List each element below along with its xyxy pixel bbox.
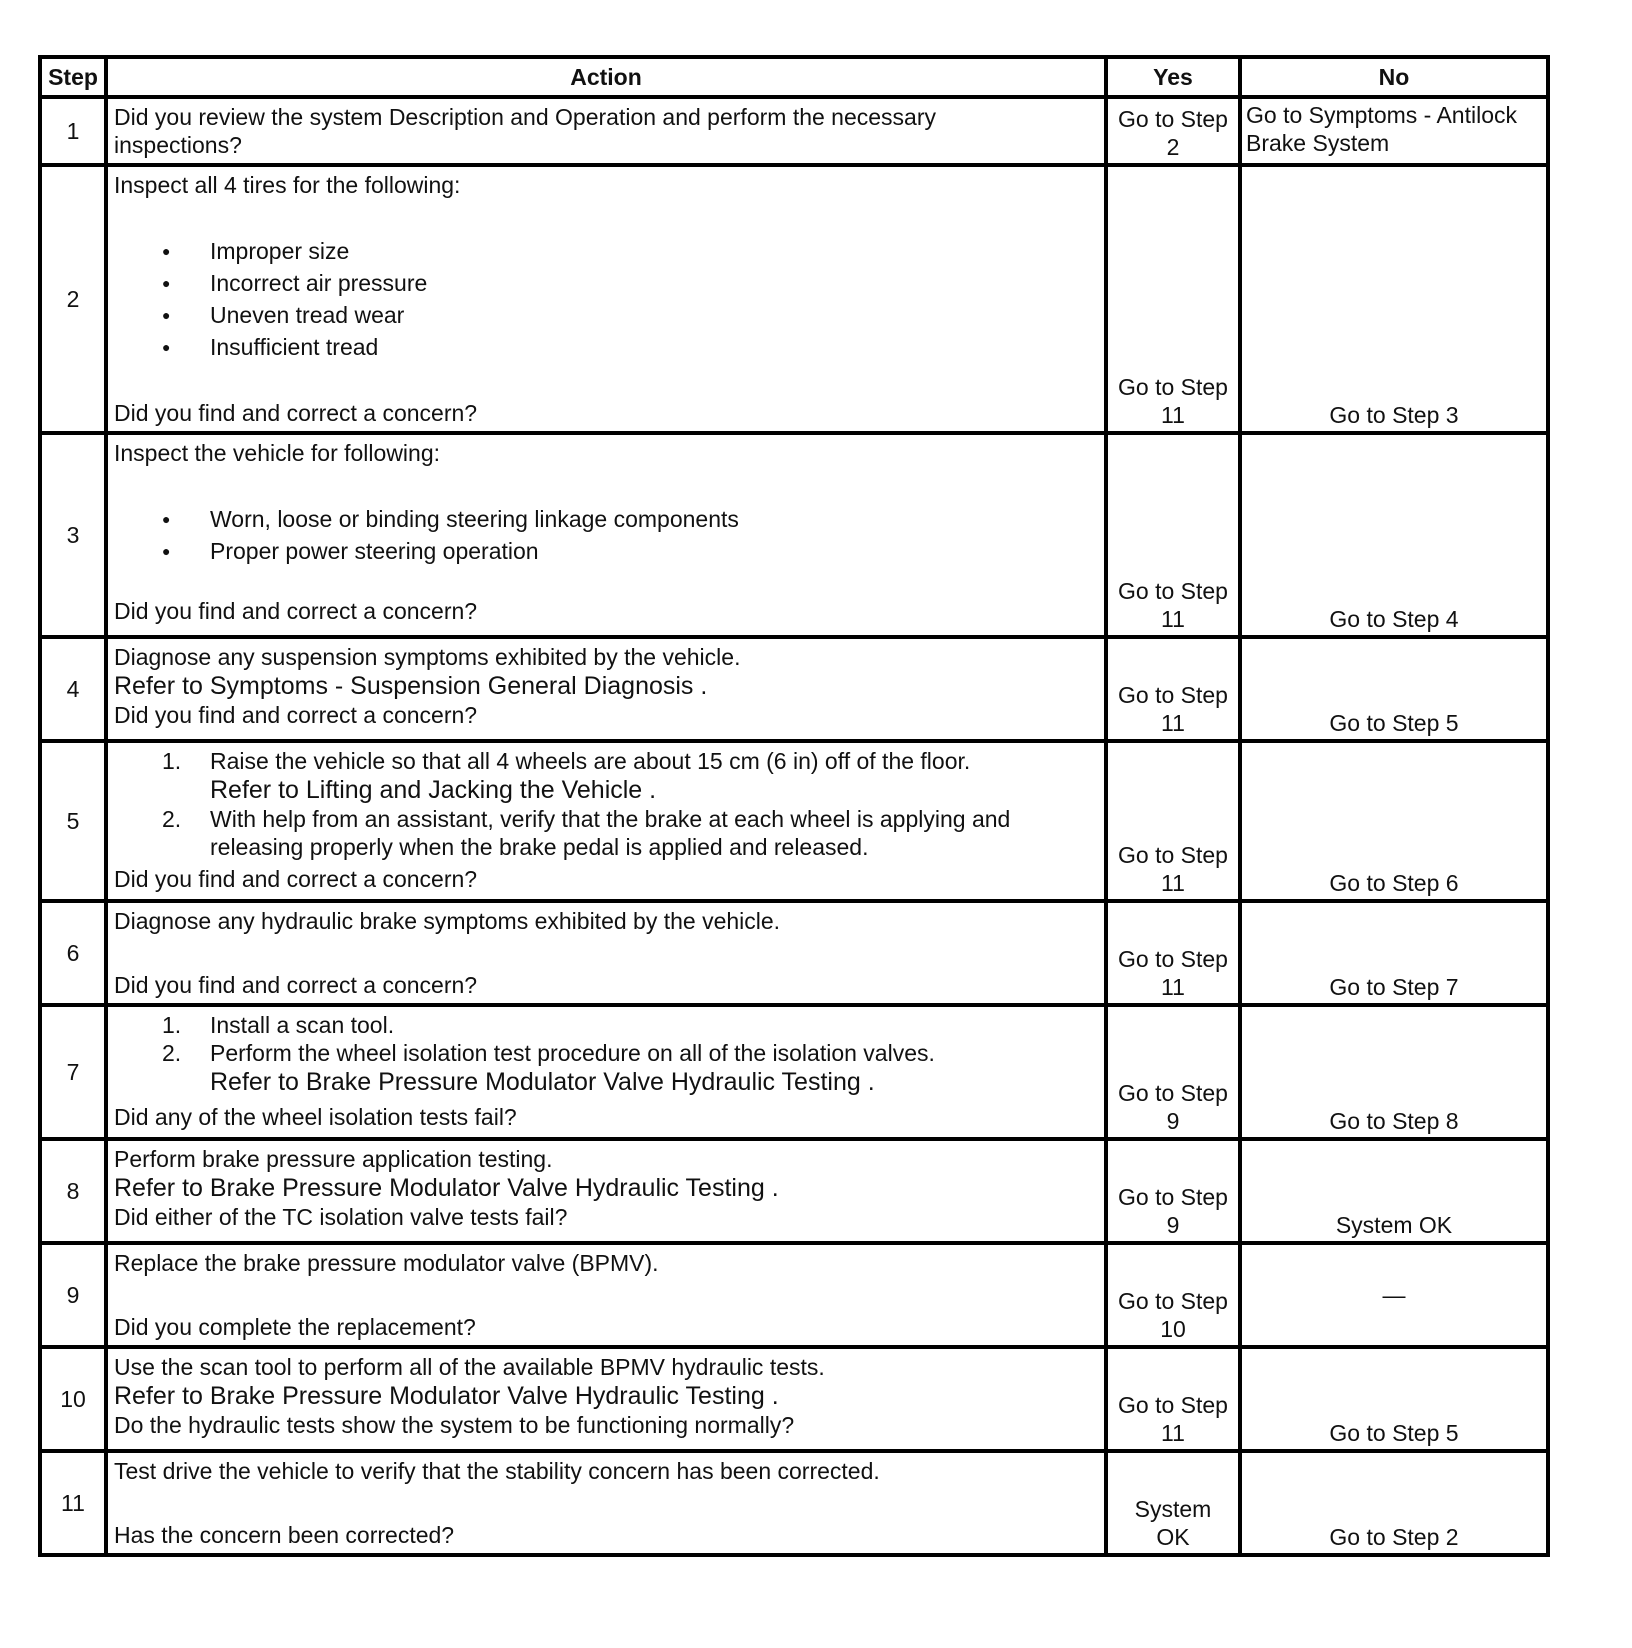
- action-intro: Diagnose any suspension symptoms exhibited by the vehicle.: [114, 644, 741, 670]
- no-cell: [1240, 1347, 1548, 1451]
- table-row: [40, 1451, 1548, 1555]
- yes-text: 10: [1160, 1316, 1186, 1342]
- no-cell: [1240, 165, 1548, 433]
- no-text: Go to Step 6: [1329, 870, 1459, 896]
- yes-text: Go to Step: [1118, 946, 1228, 972]
- yes-cell: [1106, 1139, 1240, 1243]
- numbered-list: [114, 1011, 1098, 1097]
- table-row: [40, 637, 1548, 741]
- action-intro: Test drive the vehicle to verify that the stability concern has been corrected.: [114, 1458, 880, 1484]
- no-cell: [1240, 637, 1548, 741]
- step-number: 10: [40, 1347, 106, 1451]
- list-text: Install a scan tool.: [210, 1012, 395, 1038]
- action-question: Did you complete the replacement?: [114, 1314, 476, 1340]
- refer-link[interactable]: Refer to Brake Pressure Modulator Valve Hydraulic Testing .: [114, 1174, 779, 1202]
- list-number: 1.: [162, 1012, 182, 1038]
- yes-cell: [1106, 1451, 1240, 1555]
- action-cell: [106, 433, 1106, 637]
- header-no: No: [1240, 57, 1548, 97]
- action-text: inspections?: [114, 132, 242, 158]
- yes-text: Go to Step: [1118, 1392, 1228, 1418]
- list-item: ● Proper power steering operation: [114, 535, 1098, 567]
- step-number: 8: [40, 1139, 106, 1243]
- step-number: 7: [40, 1005, 106, 1139]
- header-action: Action: [106, 57, 1106, 97]
- step-number: 4: [40, 637, 106, 741]
- action-cell: [106, 741, 1106, 901]
- refer-link[interactable]: Refer to Brake Pressure Modulator Valve Hydraulic Testing .: [210, 1068, 875, 1096]
- action-question: Did either of the TC isolation valve tests fail?: [114, 1204, 568, 1230]
- yes-text: Go to Step: [1118, 1184, 1228, 1210]
- action-intro: Perform brake pressure application testing.: [114, 1146, 553, 1172]
- action-question: Did you find and correct a concern?: [114, 598, 478, 624]
- table-row: [40, 165, 1548, 433]
- action-question: Did you find and correct a concern?: [114, 702, 478, 728]
- yes-cell: [1106, 97, 1240, 165]
- yes-cell: [1106, 433, 1240, 637]
- no-cell: [1240, 1243, 1548, 1347]
- no-text: Go to Symptoms - Antilock: [1246, 102, 1517, 128]
- table-row: [40, 1139, 1548, 1243]
- no-text: Go to Step 4: [1329, 606, 1459, 632]
- step-number: 11: [40, 1451, 106, 1555]
- yes-cell: [1106, 165, 1240, 433]
- header-step: Step: [40, 57, 106, 97]
- list-item: [114, 1011, 1098, 1039]
- action-question: Did you find and correct a concern?: [114, 972, 478, 998]
- list-number: 2.: [162, 1040, 182, 1066]
- list-text: Perform the wheel isolation test procedure on all of the isolation valves.: [210, 1040, 935, 1066]
- table-row: [40, 901, 1548, 1005]
- no-text: System OK: [1335, 1212, 1453, 1238]
- table-row: [40, 1347, 1548, 1451]
- step-number: 6: [40, 901, 106, 1005]
- list-item: ● Improper size: [114, 235, 1098, 267]
- diagnostic-table: [38, 55, 1550, 1557]
- yes-text: OK: [1156, 1524, 1190, 1550]
- yes-text: Go to Step: [1118, 106, 1228, 132]
- no-cell: [1240, 97, 1548, 165]
- numbered-list: [114, 747, 1098, 861]
- step-number: 3: [40, 433, 106, 637]
- list-item: ● Incorrect air pressure: [114, 267, 1098, 299]
- yes-cell: [1106, 1347, 1240, 1451]
- header-yes: Yes: [1106, 57, 1240, 97]
- list-item: [114, 747, 1098, 805]
- yes-text: 11: [1161, 974, 1185, 1000]
- bullet-list: [114, 503, 1098, 567]
- step-number: 1: [40, 97, 106, 165]
- no-cell: [1240, 1139, 1548, 1243]
- yes-text: Go to Step: [1118, 682, 1228, 708]
- no-text: Go to Step 7: [1329, 974, 1459, 1000]
- list-number: 2.: [162, 806, 182, 832]
- no-text: Go to Step 2: [1329, 1524, 1459, 1550]
- table-row: [40, 1005, 1548, 1139]
- refer-link[interactable]: Refer to Symptoms - Suspension General Diagnosis .: [114, 672, 708, 700]
- yes-text: 9: [1166, 1108, 1180, 1134]
- action-question: Did you find and correct a concern?: [114, 866, 478, 892]
- action-question: Do the hydraulic tests show the system to be functioning normally?: [114, 1412, 795, 1438]
- table-row: [40, 433, 1548, 637]
- no-text: —: [1382, 1282, 1406, 1308]
- no-cell: [1240, 1005, 1548, 1139]
- yes-text: Go to Step: [1118, 842, 1228, 868]
- table-row: [40, 1243, 1548, 1347]
- yes-text: Go to Step: [1118, 578, 1228, 604]
- action-text: Did you review the system Description and Operation and perform the necessary: [114, 104, 937, 130]
- action-question: Did any of the wheel isolation tests fail?: [114, 1104, 517, 1130]
- yes-text: 11: [1161, 870, 1185, 896]
- yes-text: 11: [1161, 710, 1185, 736]
- action-intro: Replace the brake pressure modulator valve (BPMV).: [114, 1250, 659, 1276]
- list-item: ● Worn, loose or binding steering linkage components: [114, 503, 1098, 535]
- no-text: Go to Step 8: [1329, 1108, 1459, 1134]
- list-item: ● Insufficient tread: [114, 331, 1098, 363]
- no-cell: [1240, 1451, 1548, 1555]
- step-number: 5: [40, 741, 106, 901]
- action-intro: Use the scan tool to perform all of the available BPMV hydraulic tests.: [114, 1354, 825, 1380]
- action-question: Did you find and correct a concern?: [114, 400, 478, 426]
- table-row: [40, 741, 1548, 901]
- list-number: 1.: [162, 748, 182, 774]
- refer-link[interactable]: Refer to Brake Pressure Modulator Valve Hydraulic Testing .: [114, 1382, 779, 1410]
- no-text: Brake System: [1246, 130, 1390, 156]
- no-cell: [1240, 901, 1548, 1005]
- yes-text: System: [1134, 1496, 1212, 1522]
- action-question: Has the concern been corrected?: [114, 1522, 455, 1548]
- yes-text: Go to Step: [1118, 1288, 1228, 1314]
- yes-cell: [1106, 1005, 1240, 1139]
- no-cell: [1240, 433, 1548, 637]
- refer-link[interactable]: Refer to Lifting and Jacking the Vehicle .: [210, 776, 657, 804]
- yes-cell: [1106, 741, 1240, 901]
- action-cell: [106, 97, 1106, 165]
- no-text: Go to Step 5: [1329, 1420, 1459, 1446]
- action-cell: [106, 1451, 1106, 1555]
- table-row: [40, 97, 1548, 165]
- list-text: releasing properly when the brake pedal is applied and released.: [210, 834, 869, 860]
- yes-text: Go to Step: [1118, 374, 1228, 400]
- no-text: Go to Step 5: [1329, 710, 1459, 736]
- step-number: 9: [40, 1243, 106, 1347]
- step-number: 2: [40, 165, 106, 433]
- yes-text: 9: [1166, 1212, 1180, 1238]
- action-cell: [106, 1139, 1106, 1243]
- action-intro: Diagnose any hydraulic brake symptoms exhibited by the vehicle.: [114, 908, 781, 934]
- bullet-list: [114, 235, 1098, 363]
- yes-text: 11: [1161, 1420, 1185, 1446]
- action-cell: [106, 901, 1106, 1005]
- yes-cell: [1106, 901, 1240, 1005]
- list-item: [114, 1039, 1098, 1097]
- action-cell: [106, 1347, 1106, 1451]
- yes-text: 11: [1161, 402, 1185, 428]
- action-cell: [106, 165, 1106, 433]
- yes-cell: [1106, 1243, 1240, 1347]
- action-cell: [106, 1005, 1106, 1139]
- list-item: ● Uneven tread wear: [114, 299, 1098, 331]
- yes-cell: [1106, 637, 1240, 741]
- list-item: [114, 805, 1098, 861]
- yes-text: 11: [1161, 606, 1185, 632]
- no-cell: [1240, 741, 1548, 901]
- yes-text: 2: [1166, 134, 1180, 160]
- no-text: Go to Step 3: [1329, 402, 1459, 428]
- header-row: [40, 57, 1548, 97]
- list-text: Raise the vehicle so that all 4 wheels are about 15 cm (6 in) off of the floor.: [210, 748, 971, 774]
- list-text: With help from an assistant, verify that the brake at each wheel is applying and: [210, 806, 1011, 832]
- action-intro: Inspect the vehicle for following:: [114, 440, 441, 466]
- action-cell: [106, 1243, 1106, 1347]
- action-intro: Inspect all 4 tires for the following:: [114, 172, 461, 198]
- action-cell: [106, 637, 1106, 741]
- yes-text: Go to Step: [1118, 1080, 1228, 1106]
